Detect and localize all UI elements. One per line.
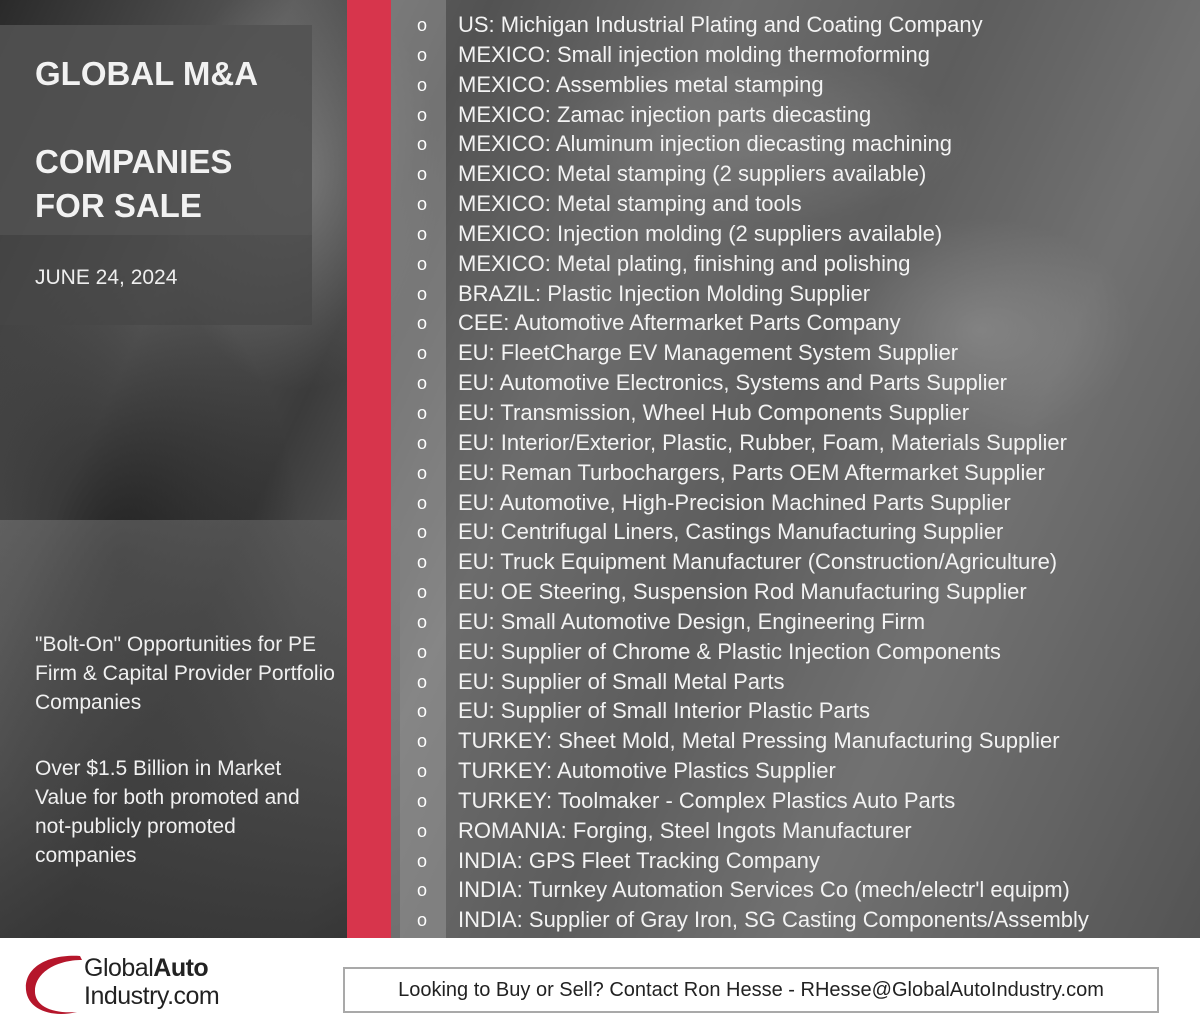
company-label: MEXICO: Injection molding (2 suppliers available) (458, 220, 943, 246)
company-label: EU: Small Automotive Design, Engineering Firm (458, 608, 926, 634)
company-label: EU: Transmission, Wheel Hub Components Supplier (458, 399, 970, 425)
contact-banner[interactable]: Looking to Buy or Sell? Contact Ron Hesse - RHesse@GlobalAutoIndustry.com (343, 967, 1159, 1013)
bullet-icon: o (416, 283, 427, 304)
bullet-icon: o (416, 194, 427, 215)
bullet-icon: o (416, 402, 427, 423)
company-label: EU: Truck Equipment Manufacturer (Construction/Agriculture) (458, 549, 1058, 575)
company-label: INDIA: GPS Fleet Tracking Company (458, 847, 820, 873)
bullet-icon: o (416, 820, 427, 841)
bullet-icon: o (416, 223, 427, 244)
bullet-icon: o (416, 104, 427, 125)
bullet-icon: o (416, 253, 427, 274)
bullet-icon: o (416, 343, 427, 364)
company-label: EU: OE Steering, Suspension Rod Manufacturing Supplier (458, 579, 1027, 605)
bullet-icon: o (416, 880, 427, 901)
bullet-icon: o (416, 701, 427, 722)
bullet-icon: o (416, 671, 427, 692)
bullet-icon: o (416, 134, 427, 155)
company-label: TURKEY: Toolmaker - Complex Plastics Auto Parts (458, 787, 956, 813)
company-label: MEXICO: Zamac injection parts diecasting (458, 101, 872, 127)
company-label: EU: Automotive Electronics, Systems and Parts Supplier (458, 370, 1008, 396)
bullet-icon: o (416, 790, 427, 811)
globalautoindustry-logo[interactable] (22, 950, 252, 1022)
bullet-icon: o (416, 552, 427, 573)
company-label: EU: Supplier of Chrome & Plastic Injection Components (458, 638, 1001, 664)
bullet-icon: o (416, 582, 427, 603)
logo-line2: Industry.com (84, 982, 220, 1010)
company-label: INDIA: Supplier of Gray Iron, SG Casting Components/Assembly (458, 907, 1089, 933)
company-label: EU: Reman Turbochargers, Parts OEM Aftermarket Supplier (458, 459, 1045, 485)
company-label: BRAZIL: Plastic Injection Molding Supplier (458, 280, 871, 306)
company-label: ROMANIA: Forging, Steel Ingots Manufacturer (458, 817, 912, 843)
bolt-on-note: "Bolt-On" Opportunities for PE Firm & Capital Provider Portfolio Companies (35, 633, 335, 714)
accent-bar (347, 0, 391, 938)
company-label: MEXICO: Metal plating, finishing and polishing (458, 250, 911, 276)
company-label: EU: Supplier of Small Interior Plastic Parts (458, 698, 871, 724)
bullet-icon: o (416, 850, 427, 871)
company-label: EU: Centrifugal Liners, Castings Manufacturing Supplier (458, 519, 1004, 545)
bullet-icon: o (416, 522, 427, 543)
bullet-icon: o (416, 164, 427, 185)
company-label: MEXICO: Aluminum injection diecasting machining (458, 131, 953, 157)
company-label: EU: Interior/Exterior, Plastic, Rubber, Foam, Materials Supplier (458, 429, 1067, 455)
company-label: TURKEY: Automotive Plastics Supplier (458, 758, 836, 784)
company-label: MEXICO: Metal stamping and tools (458, 191, 802, 217)
bullet-icon: o (416, 313, 427, 334)
company-label: TURKEY: Sheet Mold, Metal Pressing Manufacturing Supplier (458, 728, 1060, 754)
publish-date: JUNE 24, 2024 (35, 266, 178, 289)
company-label: US: Michigan Industrial Plating and Coating Company (458, 12, 983, 37)
company-label: EU: Supplier of Small Metal Parts (458, 668, 785, 694)
company-label: MEXICO: Small injection molding thermoforming (458, 41, 930, 67)
company-label: EU: FleetCharge EV Management System Supplier (458, 340, 959, 366)
bullet-icon: o (416, 761, 427, 782)
bullet-icon: o (416, 492, 427, 513)
company-label: MEXICO: Metal stamping (2 suppliers available) (458, 161, 927, 187)
bullet-icon: o (416, 641, 427, 662)
background-road-image (0, 520, 400, 938)
company-label: INDIA: Turnkey Automation Services Co (mech/electr'l equipm) (458, 877, 1070, 903)
page-title: GLOBAL M&A COMPANIES FOR SALE (35, 55, 259, 224)
company-label: MEXICO: Assemblies metal stamping (458, 71, 824, 97)
market-value-note: Over $1.5 Billion in Market Value for both promoted and not-publicly promoted companies (35, 757, 300, 867)
bullet-icon: o (416, 373, 427, 394)
bullet-icon: o (416, 74, 427, 95)
bullet-icon: o (416, 462, 427, 483)
logo-line1: GlobalAuto (84, 954, 209, 982)
bullet-icon: o (416, 731, 427, 752)
company-label: CEE: Automotive Aftermarket Parts Company (458, 310, 901, 336)
bullet-icon: o (416, 611, 427, 632)
bullet-icon: o (416, 15, 427, 35)
bullet-icon: o (416, 910, 427, 931)
company-label: EU: Automotive, High-Precision Machined Parts Supplier (458, 489, 1011, 515)
bullet-icon: o (416, 432, 427, 453)
footer (0, 938, 1200, 1029)
bullet-icon: o (416, 44, 427, 65)
